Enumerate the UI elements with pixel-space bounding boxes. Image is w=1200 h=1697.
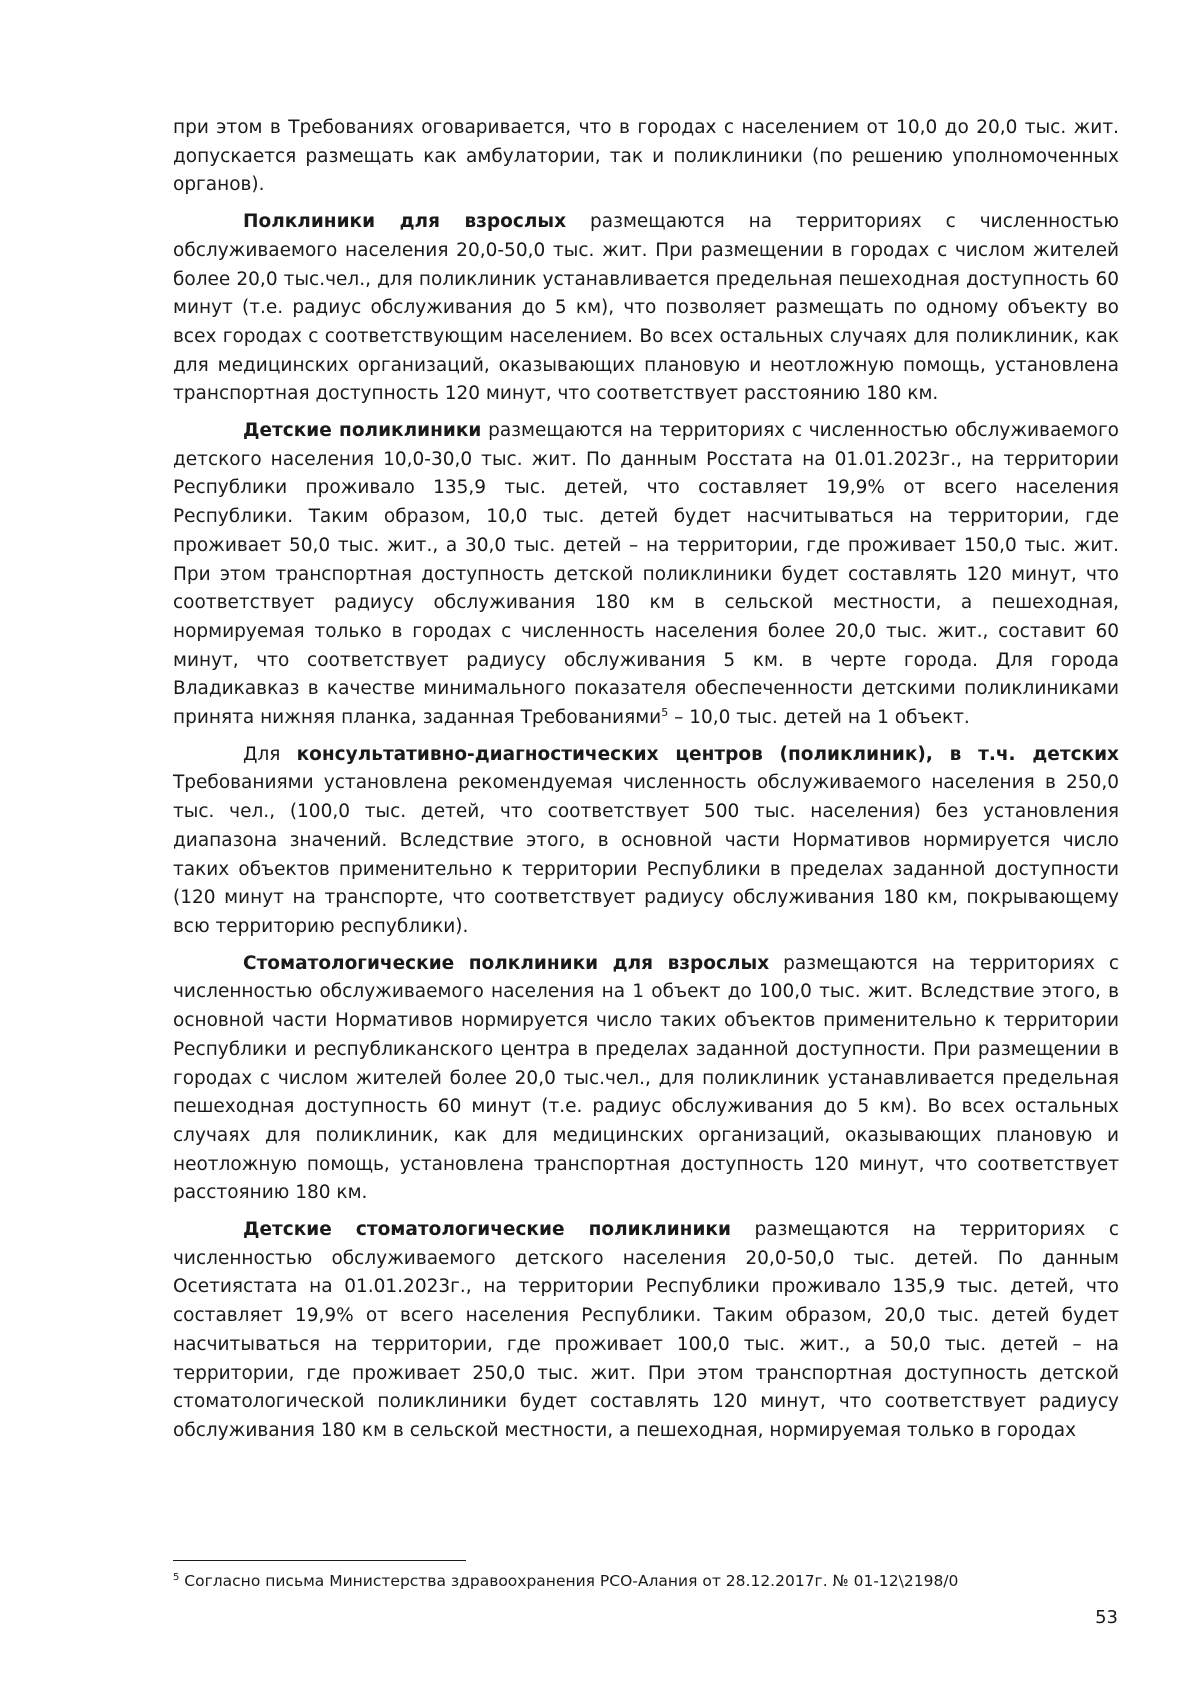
paragraph-diagnostic-centers xyxy=(173,741,1119,942)
paragraph-children-polyclinics xyxy=(173,417,1119,733)
footnote-text: Согласно письма Министерства здравоохранения РСО-Алания от 28.12.2017г. № 01-12\2198/0 xyxy=(179,1572,959,1590)
paragraph-heading: Детские стоматологические поликлиники xyxy=(243,1219,731,1241)
page-number: 53 xyxy=(1095,1607,1118,1628)
paragraph-text: размещаются на территориях с численностью обслуживаемого детского населения 20,0-50,0 тыс. детей. По данным Осетиястата на 01.01.2023г., на территории Республики проживало 135,9 тыс. детей, что составляет 19,9% от всего населения Республики. Таким образом, 20,0 тыс. детей будет насчитываться на территории, где проживает 100,0 тыс. жит., а 50,0 тыс. детей – на территории, где проживает 250,0 тыс. жит. При этом транспортная доступность детской стоматологической поликлиники будет составлять 120 минут, что соответствует радиусу обслуживания 180 км в сельской местности, а пешеходная, нормируемая только в городах xyxy=(173,1219,1119,1441)
paragraph-heading: Полклиники для взрослых xyxy=(243,211,567,233)
document-page xyxy=(173,114,1119,1454)
paragraph-text-continued: – 10,0 тыс. детей на 1 объект. xyxy=(668,707,970,729)
paragraph-heading: Стоматологические полклиники для взрослых xyxy=(243,952,770,974)
footnote-marker: 5 xyxy=(173,1571,180,1583)
paragraph-children-dental-polyclinics xyxy=(173,1216,1119,1446)
paragraph-lead: Для xyxy=(243,743,297,765)
paragraph-heading: Детские поликлиники xyxy=(243,420,482,442)
paragraph-adult-dental-polyclinics xyxy=(173,950,1119,1208)
paragraph-continuation xyxy=(173,114,1119,200)
paragraph-text: размещаются на территориях с численностью обслуживаемого детского населения 10,0-30,0 тыс. жит. По данным Росстата на 01.01.2023г., на территории Республики проживало 135,9 тыс. детей, что составляет 19,9% от всего населения Республики. Таким образом, 10,0 тыс. детей будет насчитываться на территории, где проживает 50,0 тыс. жит., а 30,0 тыс. детей – на территории, где проживает 150,0 тыс. жит. При этом транспортная доступность детской поликлиники будет составлять 120 минут, что соответствует радиусу обслуживания 180 км в сельской местности, а пешеходная, нормируемая только в городах с численность населения более 20,0 тыс. жит., составит 60 минут, что соответствует радиусу обслуживания 5 км. в черте города. Для города Владикавказ в качестве минимального показателя обеспеченности детскими поликлиниками принята нижняя планка, заданная Требованиями xyxy=(173,420,1119,729)
footnote xyxy=(173,1570,1119,1592)
paragraph-text: размещаются на территориях с численностью обслуживаемого населения 20,0-50,0 тыс. жит. При размещении в городах с числом жителей более 20,0 тыс.чел., для поликлиник устанавливается предельная пешеходная доступность 60 минут (т.е. радиус обслуживания до 5 км), что позволяет размещать по одному объекту во всех городах с соответствующим населением. Во всех остальных случаях для поликлиник, как для медицинских организаций, оказывающих плановую и неотложную помощь, установлена транспортная доступность 120 минут, что соответствует расстоянию 180 км. xyxy=(173,211,1120,405)
paragraph-adult-polyclinics xyxy=(173,208,1119,409)
footnote-reference[interactable]: 5 xyxy=(661,705,669,719)
paragraph-heading: консультативно-диагностических центров (поликлиник), в т.ч. детских xyxy=(296,743,1119,765)
paragraph-text: Требованиями установлена рекомендуемая численность обслуживаемого населения в 250,0 тыс. чел., (100,0 тыс. детей, что соответствует 500 тыс. населения) без установления диапазона значений. Вследствие этого, в основной части Нормативов нормируется число таких объектов применительно к территории Республики в пределах заданной доступности (120 минут на транспорте, что соответствует радиусу обслуживания 180 км, покрывающему всю территорию республики). xyxy=(173,772,1119,937)
paragraph-text: размещаются на территориях с численностью обслуживаемого населения на 1 объект до 100,0 тыс. жит. Вследствие этого, в основной части Нормативов нормируется число таких объектов применительно к территории Республики и республиканского центра в пределах заданной доступности. При размещении в городах с числом жителей более 20,0 тыс.чел., для поликлиник устанавливается предельная пешеходная доступность 60 минут (т.е. радиус обслуживания до 5 км). Во всех остальных случаях для поликлиник, как для медицинских организаций, оказывающих плановую и неотложную помощь, установлена транспортная доступность 120 минут, что соответствует расстоянию 180 км. xyxy=(173,952,1119,1204)
footnote-divider xyxy=(173,1560,466,1561)
paragraph-text: при этом в Требованиях оговаривается, что в городах с населением от 10,0 до 20,0 тыс. жит. допускается размещать как амбулатории, так и поликлиники (по решению уполномоченных органов). xyxy=(173,117,1119,196)
